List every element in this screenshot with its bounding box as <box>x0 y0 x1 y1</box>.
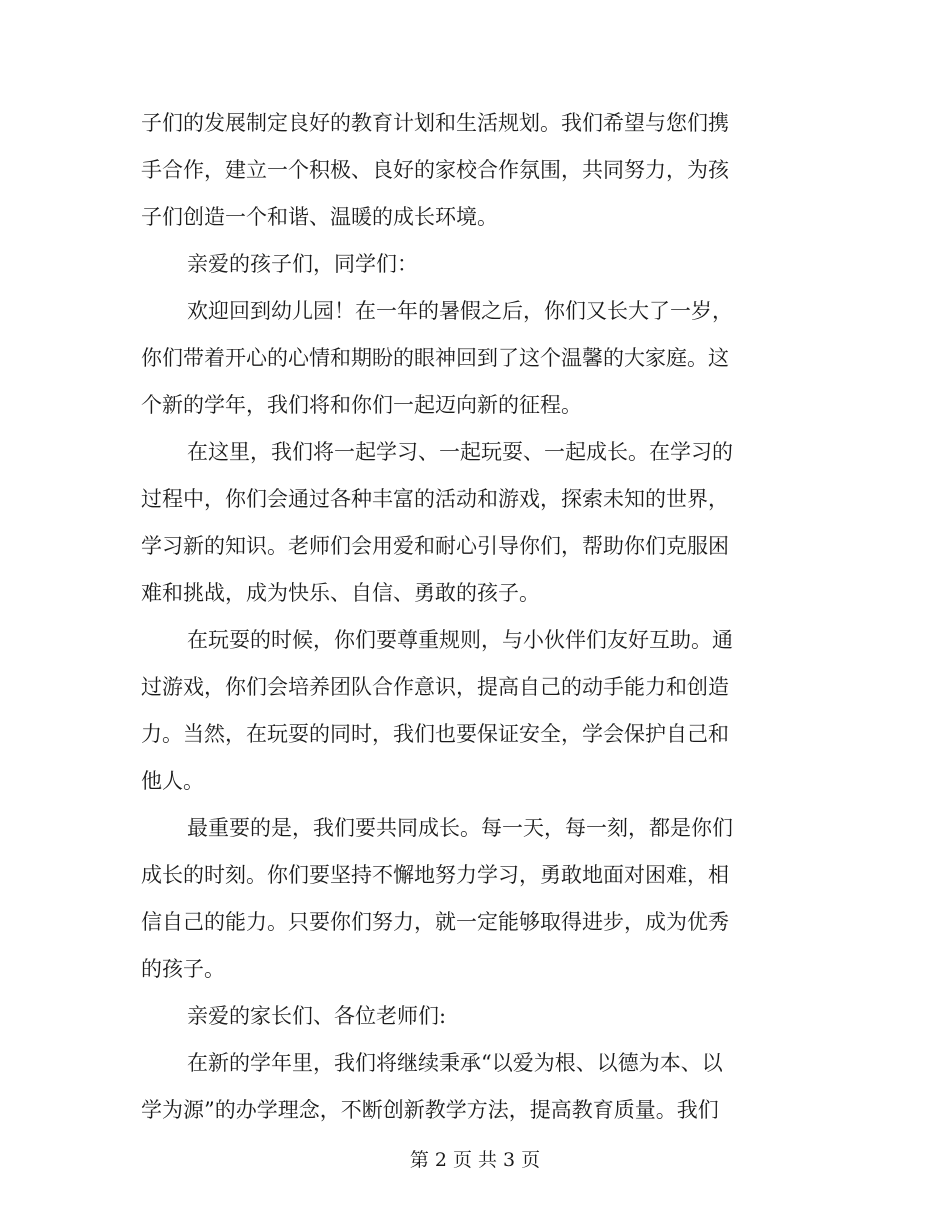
text-line: 在玩耍的时候，你们要尊重规则，与小伙伴们友好互助。通 <box>187 628 733 652</box>
paragraph-learning <box>141 429 801 617</box>
paragraph-new-year <box>141 1040 801 1134</box>
text-line: 过程中，你们会通过各种丰富的活动和游戏，探索未知的世界， <box>141 487 729 511</box>
paragraph-growth <box>141 805 801 993</box>
text-line: 亲爱的家长们、各位老师们: <box>187 1004 447 1028</box>
greeting-children <box>141 241 801 288</box>
paragraph-continuation <box>141 100 801 241</box>
text-line: 手合作，建立一个积极、良好的家校合作氛围，共同努力，为孩 <box>141 158 729 182</box>
text-line: 你们带着开心的心情和期盼的眼神回到了这个温馨的大家庭。这 <box>141 346 729 370</box>
paragraph-welcome <box>141 288 801 429</box>
text-line: 个新的学年，我们将和你们一起迈向新的征程。 <box>141 393 582 417</box>
text-line: 学为源”的办学理念，不断创新教学方法，提高教育质量。我们 <box>141 1098 719 1122</box>
text-line: 子们创造一个和谐、温暖的成长环境。 <box>141 205 498 229</box>
text-line: 欢迎回到幼儿园！在一年的暑假之后，你们又长大了一岁， <box>187 299 733 323</box>
text-line: 亲爱的孩子们，同学们： <box>187 252 418 276</box>
text-line: 学习新的知识。老师们会用爱和耐心引导你们，帮助你们克服困 <box>141 534 729 558</box>
greeting-parents-teachers <box>141 993 801 1040</box>
paragraph-play <box>141 617 801 805</box>
text-line: 在这里，我们将一起学习、一起玩耍、一起成长。在学习的 <box>187 440 733 464</box>
text-line: 难和挑战，成为快乐、自信、勇敢的孩子。 <box>141 581 540 605</box>
text-line: 过游戏，你们会培养团队合作意识，提高自己的动手能力和创造 <box>141 675 729 699</box>
text-line: 最重要的是，我们要共同成长。每一天，每一刻，都是你们 <box>187 816 733 840</box>
document-body <box>141 100 801 1134</box>
text-line: 的孩子。 <box>141 957 225 981</box>
text-line: 力。当然，在玩耍的同时，我们也要保证安全，学会保护自己和 <box>141 722 729 746</box>
text-line: 信自己的能力。只要你们努力，就一定能够取得进步，成为优秀 <box>141 910 729 934</box>
text-line: 子们的发展制定良好的教育计划和生活规划。我们希望与您们携 <box>141 111 729 135</box>
text-line: 在新的学年里，我们将继续秉承“以爱为根、以德为本、以 <box>187 1051 723 1075</box>
text-line: 他人。 <box>141 769 204 793</box>
page-number-footer: 第 2 页 共 3 页 <box>409 1149 541 1171</box>
text-line: 成长的时刻。你们要坚持不懈地努力学习，勇敢地面对困难，相 <box>141 863 729 887</box>
